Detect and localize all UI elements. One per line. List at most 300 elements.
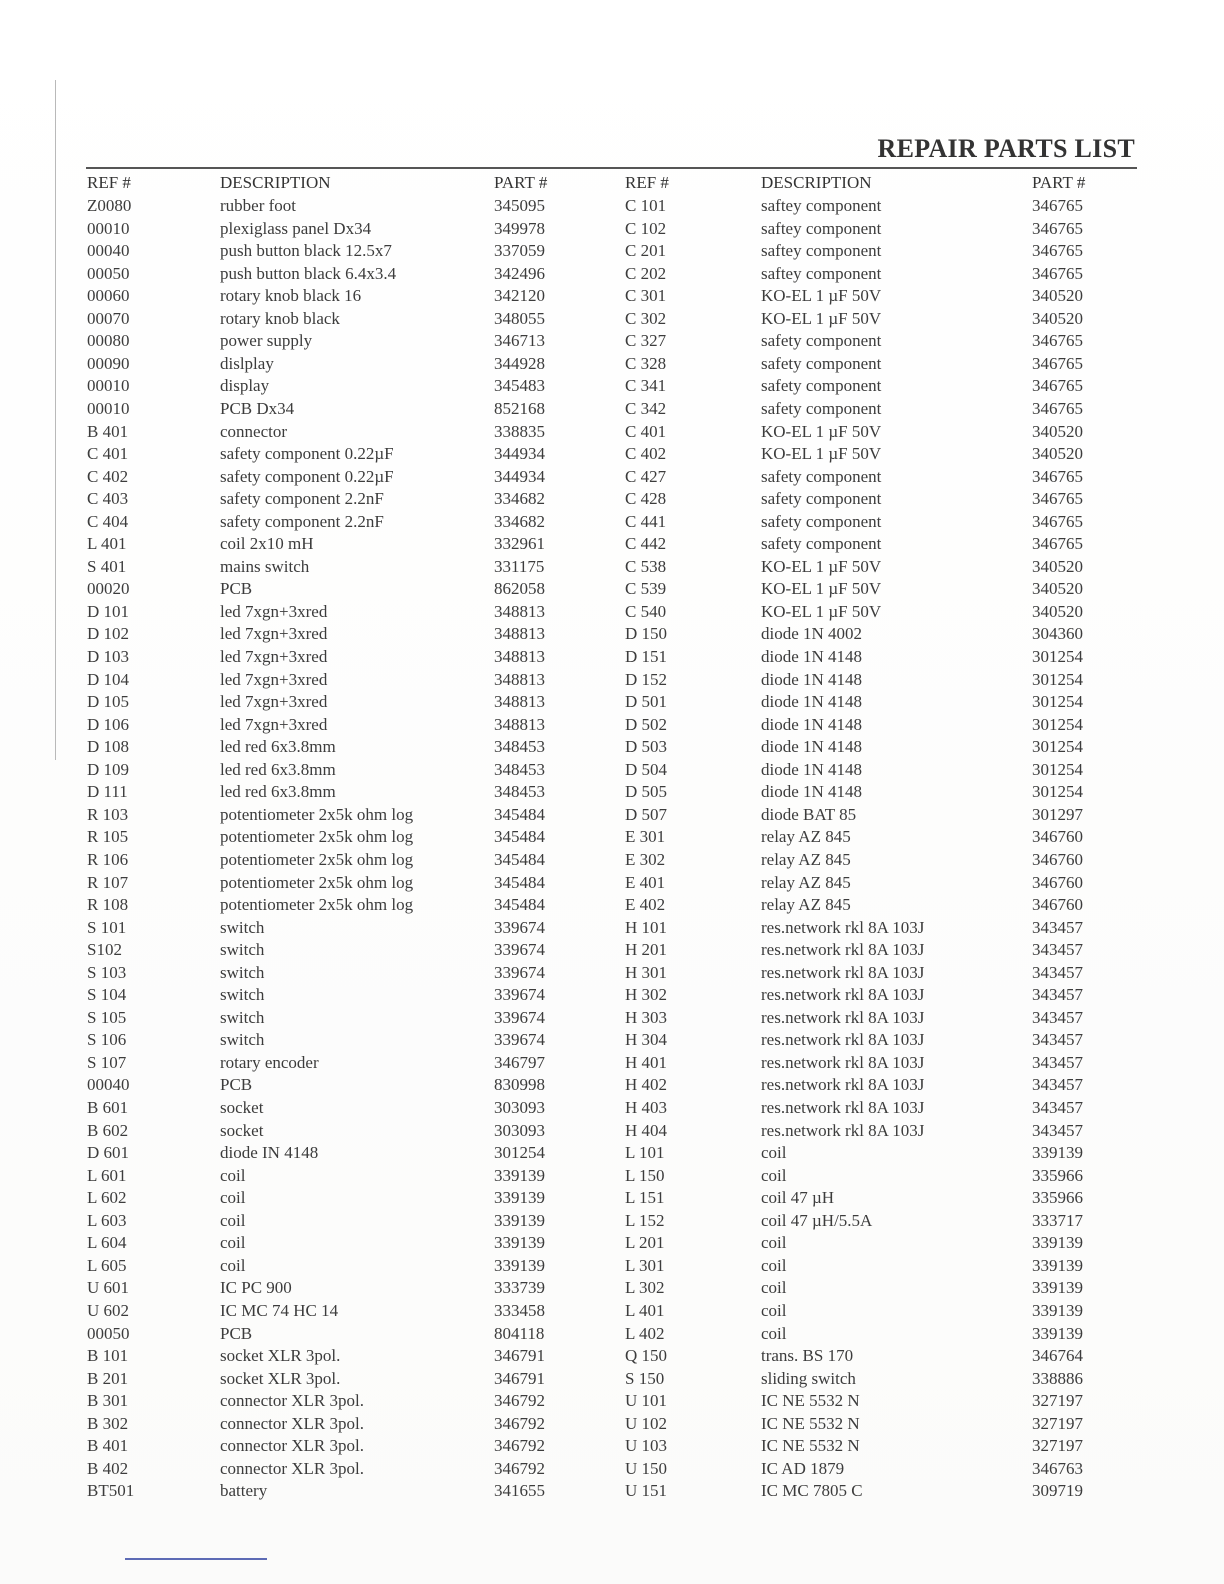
cell-ref-right: L 301 xyxy=(625,1255,665,1275)
cell-description-left: coil xyxy=(220,1165,246,1185)
table-row xyxy=(0,1368,1224,1390)
cell-ref-right: U 102 xyxy=(625,1413,668,1433)
cell-part-right: 339139 xyxy=(1032,1278,1083,1298)
cell-ref-left: B 101 xyxy=(87,1346,129,1366)
cell-description-right: KO-EL 1 µF 50V xyxy=(761,556,882,576)
cell-ref-right: S 150 xyxy=(625,1368,665,1388)
cell-part-left: 804118 xyxy=(494,1323,545,1343)
cell-ref-right: H 302 xyxy=(625,985,668,1005)
cell-ref-right: C 427 xyxy=(625,466,667,486)
cell-ref-left: 00080 xyxy=(87,331,130,351)
cell-ref-right: L 402 xyxy=(625,1323,665,1343)
cell-part-right: 346765 xyxy=(1032,534,1083,554)
cell-description-left: connector XLR 3pol. xyxy=(220,1413,364,1433)
cell-description-right: IC NE 5532 N xyxy=(761,1413,860,1433)
cell-description-right: res.network rkl 8A 103J xyxy=(761,940,925,960)
cell-description-right: saftey component xyxy=(761,263,882,283)
cell-description-right: res.network rkl 8A 103J xyxy=(761,985,925,1005)
cell-description-left: safety component 0.22µF xyxy=(220,466,394,486)
table-row xyxy=(0,872,1224,894)
cell-ref-right: D 507 xyxy=(625,804,668,824)
cell-description-right: diode 1N 4148 xyxy=(761,782,863,802)
cell-part-left: 346792 xyxy=(494,1458,545,1478)
cell-description-right: safety component xyxy=(761,398,882,418)
table-row xyxy=(0,1074,1224,1096)
cell-ref-right: C 402 xyxy=(625,444,667,464)
cell-ref-left: B 402 xyxy=(87,1458,129,1478)
cell-part-left: 339674 xyxy=(494,1007,545,1027)
cell-part-right: 327197 xyxy=(1032,1436,1083,1456)
table-row xyxy=(0,443,1224,465)
footer-line xyxy=(125,1558,267,1560)
cell-description-left: safety component 0.22µF xyxy=(220,444,394,464)
cell-ref-left: 00070 xyxy=(87,308,130,328)
cell-part-right: 346760 xyxy=(1032,895,1083,915)
cell-ref-right: H 404 xyxy=(625,1120,668,1140)
cell-ref-left: C 401 xyxy=(87,444,129,464)
cell-ref-left: S 103 xyxy=(87,962,127,982)
cell-part-left: 345484 xyxy=(494,804,545,824)
cell-ref-left: R 105 xyxy=(87,827,129,847)
cell-description-right: diode 1N 4148 xyxy=(761,647,863,666)
cell-description-right: res.network rkl 8A 103J xyxy=(761,1075,925,1095)
cell-part-right: 343457 xyxy=(1032,1098,1083,1117)
cell-description-left: switch xyxy=(220,917,265,937)
cell-part-left: 339674 xyxy=(494,917,545,937)
cell-ref-left: D 109 xyxy=(87,759,130,779)
cell-description-right: safety component xyxy=(761,489,882,509)
table-row xyxy=(0,240,1224,262)
table-row xyxy=(0,849,1224,871)
cell-part-right: 346760 xyxy=(1032,827,1083,847)
cell-part-right: 339139 xyxy=(1032,1300,1083,1320)
cell-ref-right: C 442 xyxy=(625,534,667,554)
cell-part-left: 344928 xyxy=(494,353,545,373)
cell-ref-right: C 101 xyxy=(625,196,667,215)
cell-description-right: KO-EL 1 µF 50V xyxy=(761,579,882,599)
cell-description-left: rotary knob black 16 xyxy=(220,286,362,306)
cell-part-right: 343457 xyxy=(1032,985,1083,1005)
cell-part-left: 348813 xyxy=(494,601,545,621)
cell-part-right: 343457 xyxy=(1032,1120,1083,1140)
cell-part-right: 335966 xyxy=(1032,1165,1083,1185)
cell-ref-right: C 328 xyxy=(625,353,667,373)
cell-ref-right: D 150 xyxy=(625,624,668,644)
cell-ref-left: B 601 xyxy=(87,1098,129,1117)
cell-part-right: 301254 xyxy=(1032,647,1083,666)
cell-part-left: 339674 xyxy=(494,1030,545,1050)
cell-part-left: 339139 xyxy=(494,1188,545,1208)
cell-description-left: led red 6x3.8mm xyxy=(220,782,336,802)
cell-part-left: 333458 xyxy=(494,1300,545,1320)
cell-description-left: rubber foot xyxy=(220,196,297,215)
cell-description-right: KO-EL 1 µF 50V xyxy=(761,308,882,328)
cell-description-left: switch xyxy=(220,962,265,982)
cell-description-right: diode 1N 4002 xyxy=(761,624,863,644)
cell-ref-right: U 101 xyxy=(625,1391,668,1411)
cell-description-right: res.network rkl 8A 103J xyxy=(761,962,925,982)
cell-ref-left: R 107 xyxy=(87,872,129,892)
cell-part-left: 345095 xyxy=(494,196,545,215)
page-title: REPAIR PARTS LIST xyxy=(877,134,1135,163)
cell-description-right: coil xyxy=(761,1233,787,1253)
cell-part-right: 343457 xyxy=(1032,1052,1083,1072)
header-ref-right: REF # xyxy=(625,173,669,192)
table-row xyxy=(0,1277,1224,1299)
cell-part-left: 346792 xyxy=(494,1391,545,1411)
cell-part-right: 346765 xyxy=(1032,353,1083,373)
table-row xyxy=(0,1390,1224,1412)
cell-description-left: led 7xgn+3xred xyxy=(220,692,328,712)
cell-description-right: relay AZ 845 xyxy=(761,827,851,847)
cell-part-left: 348453 xyxy=(494,759,545,779)
cell-description-right: KO-EL 1 µF 50V xyxy=(761,601,882,621)
cell-part-left: 341655 xyxy=(494,1481,545,1501)
cell-description-left: IC MC 74 HC 14 xyxy=(220,1300,339,1320)
cell-ref-left: D 103 xyxy=(87,647,130,666)
cell-part-right: 338886 xyxy=(1032,1368,1083,1388)
cell-description-left: mains switch xyxy=(220,556,310,576)
cell-description-left: coil 2x10 mH xyxy=(220,534,314,554)
cell-ref-left: B 201 xyxy=(87,1368,129,1388)
table-row xyxy=(0,466,1224,488)
cell-part-right: 339139 xyxy=(1032,1255,1083,1275)
cell-part-right: 346765 xyxy=(1032,196,1083,215)
cell-ref-left: U 602 xyxy=(87,1300,130,1320)
cell-part-left: 331175 xyxy=(494,556,545,576)
cell-part-left: 344934 xyxy=(494,444,545,464)
cell-description-right: coil xyxy=(761,1300,787,1320)
cell-ref-right: E 302 xyxy=(625,849,666,869)
table-row xyxy=(0,533,1224,555)
cell-part-left: 339139 xyxy=(494,1255,545,1275)
cell-description-left: rotary knob black xyxy=(220,308,340,328)
cell-ref-right: E 301 xyxy=(625,827,666,847)
table-row xyxy=(0,984,1224,1006)
cell-ref-right: C 401 xyxy=(625,421,667,441)
table-header xyxy=(0,172,1224,194)
table-row xyxy=(0,917,1224,939)
table-row xyxy=(0,804,1224,826)
cell-description-right: KO-EL 1 µF 50V xyxy=(761,421,882,441)
cell-description-left: socket xyxy=(220,1098,264,1117)
cell-part-right: 339139 xyxy=(1032,1143,1083,1163)
cell-description-left: led 7xgn+3xred xyxy=(220,601,328,621)
cell-description-left: push button black 6.4x3.4 xyxy=(220,263,397,283)
cell-ref-left: D 106 xyxy=(87,714,130,734)
cell-description-left: coil xyxy=(220,1188,246,1208)
cell-part-left: 346791 xyxy=(494,1368,545,1388)
cell-part-left: 339674 xyxy=(494,985,545,1005)
header-ref-left: REF # xyxy=(87,173,131,192)
cell-ref-left: B 302 xyxy=(87,1413,129,1433)
cell-part-left: 346792 xyxy=(494,1436,545,1456)
cell-ref-left: 00050 xyxy=(87,1323,130,1343)
cell-description-left: potentiometer 2x5k ohm log xyxy=(220,849,414,869)
cell-ref-left: U 601 xyxy=(87,1278,130,1298)
cell-ref-left: 00010 xyxy=(87,218,130,238)
cell-description-left: potentiometer 2x5k ohm log xyxy=(220,804,414,824)
cell-ref-right: H 403 xyxy=(625,1098,668,1117)
table-row xyxy=(0,1165,1224,1187)
cell-ref-right: C 327 xyxy=(625,331,667,351)
cell-description-right: coil xyxy=(761,1323,787,1343)
cell-description-right: safety component xyxy=(761,353,882,373)
cell-part-right: 346765 xyxy=(1032,263,1083,283)
cell-ref-left: BT501 xyxy=(87,1481,135,1501)
table-row xyxy=(0,939,1224,961)
cell-part-left: 345484 xyxy=(494,895,545,915)
cell-part-right: 340520 xyxy=(1032,601,1083,621)
cell-description-right: diode 1N 4148 xyxy=(761,692,863,712)
cell-description-left: PCB Dx34 xyxy=(220,398,295,418)
table-row xyxy=(0,1323,1224,1345)
cell-ref-left: D 102 xyxy=(87,624,130,644)
cell-ref-left: 00090 xyxy=(87,353,130,373)
cell-description-left: led red 6x3.8mm xyxy=(220,759,336,779)
cell-part-left: 334682 xyxy=(494,489,545,509)
cell-ref-left: D 101 xyxy=(87,601,130,621)
cell-ref-right: C 302 xyxy=(625,308,667,328)
cell-ref-right: C 201 xyxy=(625,241,667,261)
cell-part-left: 339674 xyxy=(494,962,545,982)
cell-part-left: 348813 xyxy=(494,624,545,644)
cell-part-left: 303093 xyxy=(494,1098,545,1117)
cell-ref-left: 00010 xyxy=(87,398,130,418)
cell-description-right: KO-EL 1 µF 50V xyxy=(761,286,882,306)
table-row xyxy=(0,1458,1224,1480)
cell-part-right: 346764 xyxy=(1032,1346,1083,1366)
cell-ref-left: 00060 xyxy=(87,286,130,306)
cell-part-right: 335966 xyxy=(1032,1188,1083,1208)
cell-ref-left: S 107 xyxy=(87,1052,127,1072)
cell-part-left: 339674 xyxy=(494,940,545,960)
cell-part-right: 301254 xyxy=(1032,759,1083,779)
cell-description-left: socket XLR 3pol. xyxy=(220,1346,341,1366)
cell-ref-left: L 601 xyxy=(87,1165,127,1185)
table-row xyxy=(0,1300,1224,1322)
cell-ref-left: L 605 xyxy=(87,1255,127,1275)
cell-ref-right: D 505 xyxy=(625,782,668,802)
cell-description-left: safety component 2.2nF xyxy=(220,511,384,531)
cell-part-left: 348813 xyxy=(494,692,545,712)
table-row xyxy=(0,1210,1224,1232)
cell-ref-left: L 604 xyxy=(87,1233,127,1253)
cell-ref-left: S 401 xyxy=(87,556,127,576)
cell-ref-right: L 101 xyxy=(625,1143,665,1163)
cell-description-left: plexiglass panel Dx34 xyxy=(220,218,372,238)
cell-ref-left: B 401 xyxy=(87,1436,129,1456)
cell-ref-left: 00020 xyxy=(87,579,130,599)
cell-part-left: 346791 xyxy=(494,1346,545,1366)
cell-description-left: switch xyxy=(220,985,265,1005)
cell-description-right: safety component xyxy=(761,466,882,486)
table-row xyxy=(0,759,1224,781)
cell-ref-left: R 106 xyxy=(87,849,129,869)
cell-part-left: 342120 xyxy=(494,286,545,306)
cell-part-left: 344934 xyxy=(494,466,545,486)
cell-description-right: IC MC 7805 C xyxy=(761,1481,863,1501)
cell-part-right: 346765 xyxy=(1032,511,1083,531)
cell-part-right: 309719 xyxy=(1032,1481,1083,1501)
cell-ref-left: B 301 xyxy=(87,1391,129,1411)
cell-description-left: dislplay xyxy=(220,353,274,373)
cell-description-right: KO-EL 1 µF 50V xyxy=(761,444,882,464)
table-row xyxy=(0,1142,1224,1164)
cell-part-right: 346763 xyxy=(1032,1458,1083,1478)
table-row xyxy=(0,691,1224,713)
cell-part-left: 303093 xyxy=(494,1120,545,1140)
cell-ref-right: C 102 xyxy=(625,218,667,238)
cell-ref-right: C 301 xyxy=(625,286,667,306)
cell-description-left: led 7xgn+3xred xyxy=(220,624,328,644)
cell-description-right: coil xyxy=(761,1278,787,1298)
cell-ref-left: D 111 xyxy=(87,782,128,802)
cell-ref-right: H 401 xyxy=(625,1052,668,1072)
cell-part-left: 333739 xyxy=(494,1278,545,1298)
cell-ref-left: R 103 xyxy=(87,804,129,824)
cell-description-left: led red 6x3.8mm xyxy=(220,737,336,757)
cell-description-left: IC PC 900 xyxy=(220,1278,292,1298)
cell-description-right: safety component xyxy=(761,534,882,554)
cell-part-left: 301254 xyxy=(494,1143,545,1163)
cell-part-right: 339139 xyxy=(1032,1233,1083,1253)
cell-ref-right: C 540 xyxy=(625,601,667,621)
cell-description-left: switch xyxy=(220,1030,265,1050)
cell-ref-left: B 401 xyxy=(87,421,129,441)
table-row xyxy=(0,1120,1224,1142)
cell-description-left: display xyxy=(220,376,270,396)
cell-description-left: diode IN 4148 xyxy=(220,1143,319,1163)
cell-ref-right: H 303 xyxy=(625,1007,668,1027)
cell-ref-right: H 402 xyxy=(625,1075,668,1095)
table-row xyxy=(0,556,1224,578)
cell-ref-right: L 401 xyxy=(625,1300,665,1320)
cell-description-right: diode 1N 4148 xyxy=(761,669,863,689)
cell-ref-left: C 403 xyxy=(87,489,129,509)
cell-part-right: 340520 xyxy=(1032,556,1083,576)
cell-ref-right: C 539 xyxy=(625,579,667,599)
cell-part-left: 334682 xyxy=(494,511,545,531)
cell-part-left: 345484 xyxy=(494,849,545,869)
table-row xyxy=(0,1187,1224,1209)
cell-ref-left: 00040 xyxy=(87,241,130,261)
table-row xyxy=(0,646,1224,668)
cell-description-right: diode 1N 4148 xyxy=(761,714,863,734)
cell-ref-right: E 402 xyxy=(625,895,666,915)
cell-description-right: safety component xyxy=(761,331,882,351)
cell-part-right: 343457 xyxy=(1032,1030,1083,1050)
cell-description-left: PCB xyxy=(220,1323,253,1343)
cell-description-right: coil 47 µH/5.5A xyxy=(761,1210,873,1230)
table-row xyxy=(0,330,1224,352)
cell-part-left: 345484 xyxy=(494,872,545,892)
cell-part-right: 339139 xyxy=(1032,1323,1083,1343)
cell-ref-right: H 101 xyxy=(625,917,668,937)
cell-description-right: res.network rkl 8A 103J xyxy=(761,1007,925,1027)
cell-part-right: 333717 xyxy=(1032,1210,1083,1230)
cell-part-left: 348055 xyxy=(494,308,545,328)
cell-ref-left: S 106 xyxy=(87,1030,127,1050)
cell-description-left: coil xyxy=(220,1255,246,1275)
table-row xyxy=(0,578,1224,600)
table-row xyxy=(0,375,1224,397)
cell-part-right: 343457 xyxy=(1032,1075,1083,1095)
cell-part-left: 348453 xyxy=(494,737,545,757)
cell-ref-left: B 602 xyxy=(87,1120,129,1140)
cell-description-right: coil xyxy=(761,1255,787,1275)
cell-ref-right: U 151 xyxy=(625,1481,668,1501)
cell-ref-right: D 151 xyxy=(625,647,668,666)
cell-description-left: push button black 12.5x7 xyxy=(220,241,392,261)
cell-ref-right: C 341 xyxy=(625,376,667,396)
table-row xyxy=(0,962,1224,984)
table-row xyxy=(0,623,1224,645)
table-row xyxy=(0,781,1224,803)
cell-description-left: led 7xgn+3xred xyxy=(220,669,328,689)
table-row xyxy=(0,714,1224,736)
title-rule xyxy=(86,167,1137,169)
cell-part-left: 862058 xyxy=(494,579,545,599)
cell-part-right: 346765 xyxy=(1032,331,1083,351)
table-row xyxy=(0,1029,1224,1051)
cell-description-left: connector XLR 3pol. xyxy=(220,1458,364,1478)
cell-ref-right: D 502 xyxy=(625,714,668,734)
cell-description-right: coil xyxy=(761,1143,787,1163)
cell-part-right: 301254 xyxy=(1032,714,1083,734)
cell-ref-right: U 103 xyxy=(625,1436,668,1456)
table-row xyxy=(0,669,1224,691)
cell-ref-left: C 404 xyxy=(87,511,129,531)
table-row xyxy=(0,421,1224,443)
cell-description-right: IC NE 5532 N xyxy=(761,1391,860,1411)
table-row xyxy=(0,826,1224,848)
table-row xyxy=(0,218,1224,240)
cell-part-left: 346797 xyxy=(494,1052,545,1072)
cell-description-left: switch xyxy=(220,940,265,960)
cell-ref-left: L 603 xyxy=(87,1210,127,1230)
header-description-left: DESCRIPTION xyxy=(220,173,331,192)
cell-ref-right: U 150 xyxy=(625,1458,668,1478)
cell-ref-left: L 602 xyxy=(87,1188,127,1208)
cell-description-right: safety component xyxy=(761,511,882,531)
cell-part-right: 340520 xyxy=(1032,579,1083,599)
cell-ref-right: C 538 xyxy=(625,556,667,576)
cell-description-right: res.network rkl 8A 103J xyxy=(761,1052,925,1072)
cell-part-right: 301297 xyxy=(1032,804,1083,824)
cell-description-left: connector XLR 3pol. xyxy=(220,1391,364,1411)
cell-ref-left: Z0080 xyxy=(87,196,132,215)
cell-ref-left: 00050 xyxy=(87,263,130,283)
cell-description-left: coil xyxy=(220,1210,246,1230)
cell-ref-left: 00010 xyxy=(87,376,130,396)
table-row xyxy=(0,1413,1224,1435)
cell-part-left: 348453 xyxy=(494,782,545,802)
header-description-right: DESCRIPTION xyxy=(761,173,872,192)
cell-ref-left: S 105 xyxy=(87,1007,127,1027)
cell-description-right: saftey component xyxy=(761,218,882,238)
cell-description-right: saftey component xyxy=(761,241,882,261)
cell-part-left: 346713 xyxy=(494,331,545,351)
cell-ref-right: D 504 xyxy=(625,759,668,779)
cell-description-right: IC AD 1879 xyxy=(761,1458,845,1478)
cell-part-right: 301254 xyxy=(1032,782,1083,802)
cell-part-right: 346765 xyxy=(1032,218,1083,238)
cell-description-right: diode 1N 4148 xyxy=(761,737,863,757)
table-row xyxy=(0,1435,1224,1457)
cell-ref-right: L 150 xyxy=(625,1165,665,1185)
header-part-right: PART # xyxy=(1032,173,1086,192)
